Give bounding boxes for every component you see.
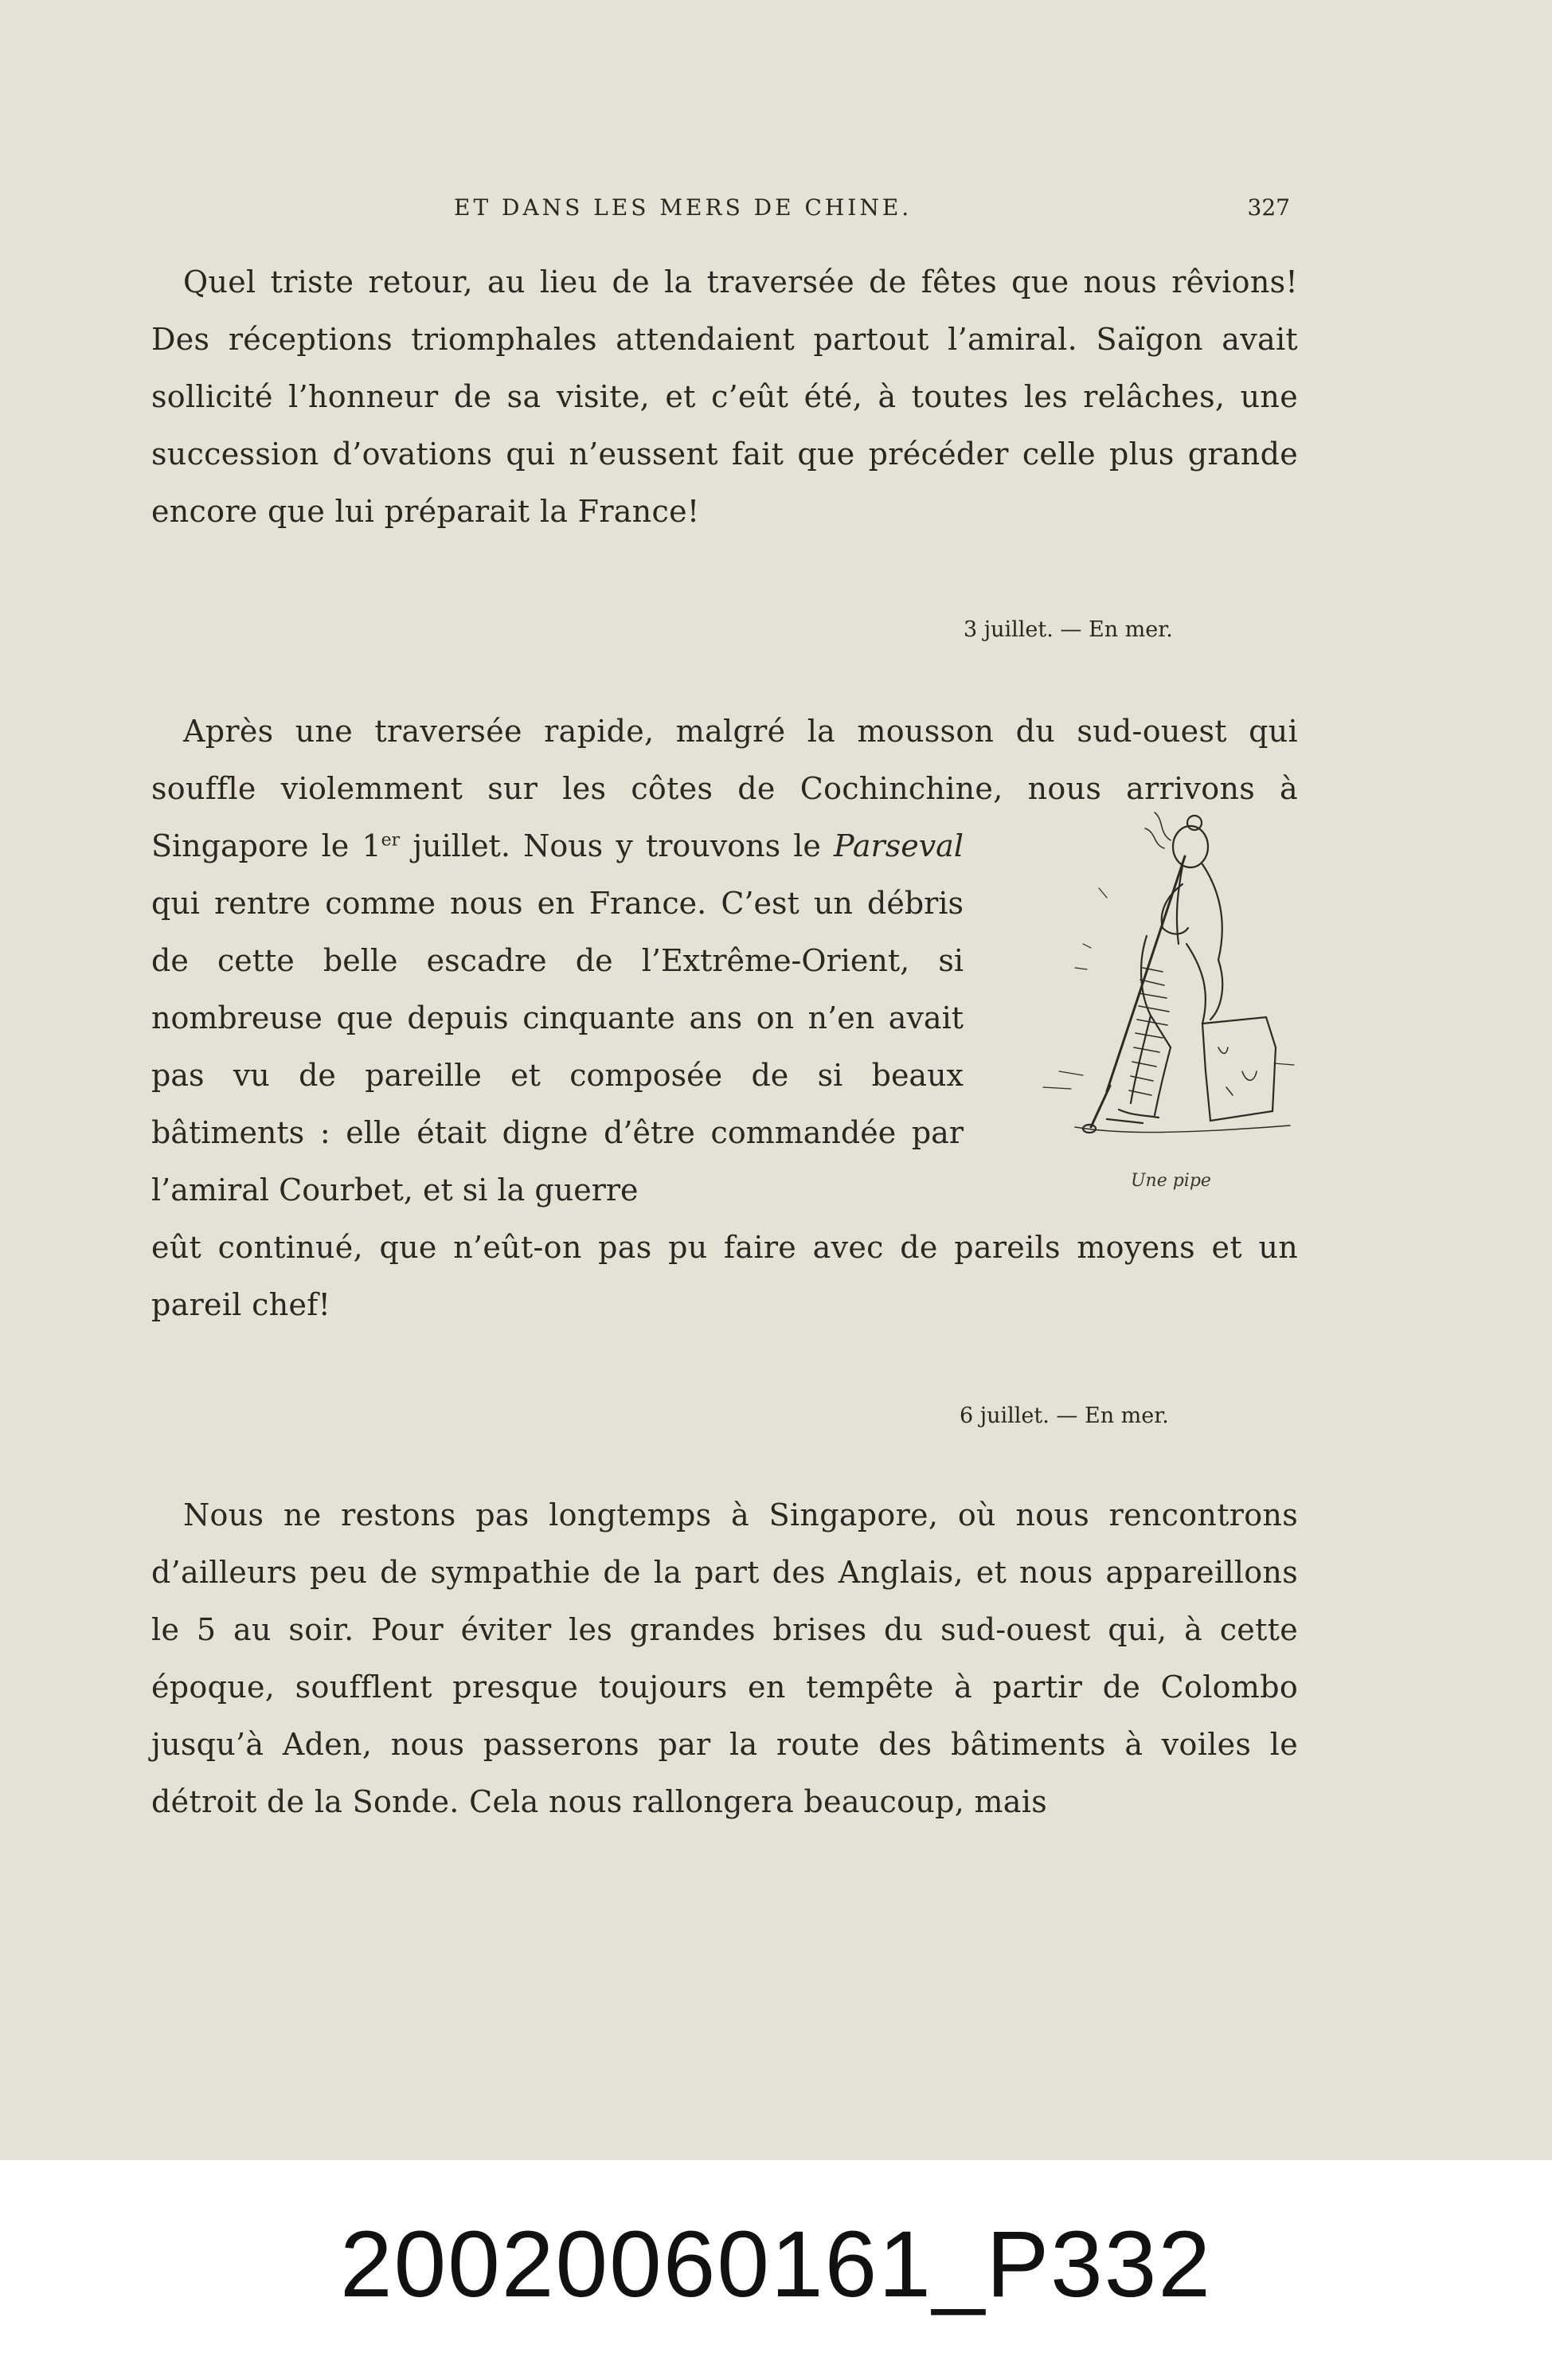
paragraph-2-wrap-rest: qui rentre comme nous en France. C’est un débris de cette belle escadre de l’Extrême-Orient, si nombreuse que depuis cinquante ans on n’en avait pas vu de pareille et composée de si beaux bâtiments : elle était digne d’être commandée par l’amiral Courbet, et si la guerre — [151, 886, 964, 1208]
dateline-2: 6 juillet. — En mer. — [960, 1403, 1169, 1428]
paragraph-2-line-1: Après une traversée rapide, malgré la mousson du sud-ouest qui — [183, 714, 1298, 749]
paragraph-2-wrapped-text — [151, 817, 964, 1219]
paragraph-2-wrap-start: Singapore le 1 — [151, 828, 381, 863]
figure-caption: Une pipe — [1131, 1171, 1211, 1191]
paragraph-2-wrap-mid: juillet. Nous y trouvons le — [400, 828, 835, 863]
dateline-1: 3 juillet. — En mer. — [964, 617, 1173, 642]
page-number: 327 — [1247, 194, 1290, 221]
paragraph-2-line-2: souffle violemment sur les côtes de Cochinchine, nous arrivons à — [151, 771, 1298, 806]
paragraph-2-continuation: eût continué, que n’eût-on pas pu faire avec de pareils moyens et un pareil chef! — [151, 1230, 1298, 1322]
ship-name: Parseval — [834, 828, 964, 863]
pipe-smoker-illustration — [979, 808, 1298, 1223]
paragraph-1: Quel triste retour, au lieu de la traversée de fêtes que nous rêvions! Des réceptions triomphales attendaient partout l’amiral. Saïgon avait sollicité l’honneur de sa visite, et c’eût été, à toutes les relâches, une succession d’ovations qui n’eussent fait que précéder celle plus grande encore que lui préparait la France! — [151, 264, 1298, 529]
pipe-smoker-drawing — [979, 808, 1298, 1175]
ordinal-superscript: er — [381, 830, 401, 851]
paragraph-3: Nous ne restons pas longtemps à Singapore, où nous rencontrons d’ailleurs peu de sympathie de la part des Anglais, et nous appareillons le 5 au soir. Pour éviter les grandes brises du sud-ouest qui, à cette époque, soufflent presque toujours en tempête à partir de Colombo jusqu’à Aden, nous passerons par la route des bâtiments à voiles le détroit de la Sonde. Cela nous rallongera beaucoup, mais — [151, 1497, 1298, 1819]
archive-identifier: 20020060161_P332 — [339, 2212, 1213, 2317]
running-head-title: ET DANS LES MERS DE CHINE. — [454, 194, 913, 221]
running-head — [151, 194, 1290, 226]
